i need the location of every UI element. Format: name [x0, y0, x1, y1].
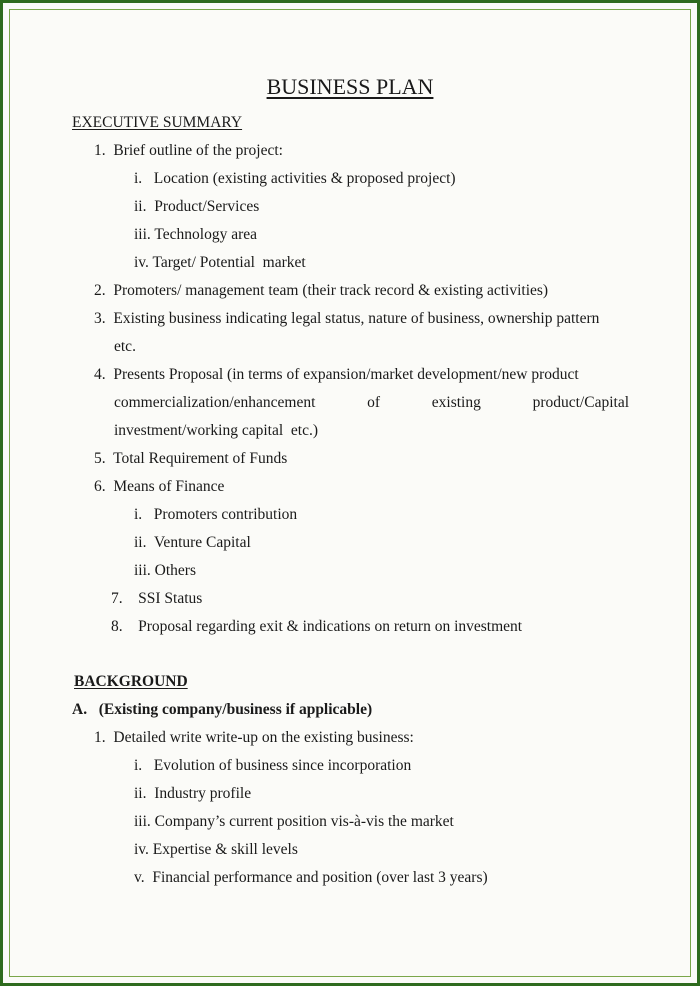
exec-item-2: 2. Promoters/ management team (their track record & existing activities) [94, 282, 549, 299]
exec-item-6-sub-iii: iii. Others [134, 562, 196, 579]
exec-item-7: 7. SSI Status [111, 590, 203, 607]
exec-item-4-line-2 [114, 393, 629, 413]
exec-item-4-word: product/Capital [532, 394, 629, 411]
background-item-1-sub-i: i. Evolution of business since incorporation [134, 757, 412, 774]
exec-item-1: 1. Brief outline of the project: [94, 142, 283, 159]
background-item-1: 1. Detailed write write-up on the existing business: [94, 729, 414, 746]
exec-item-4-word: existing [431, 394, 481, 411]
exec-item-5: 5. Total Requirement of Funds [94, 450, 288, 467]
executive-summary-heading: EXECUTIVE SUMMARY [72, 114, 243, 131]
background-item-1-sub-ii: ii. Industry profile [134, 785, 252, 802]
exec-item-3-line-1: 3. Existing business indicating legal status, nature of business, ownership pattern [94, 310, 600, 327]
exec-item-1-sub-iii: iii. Technology area [134, 226, 258, 243]
background-item-1-sub-iii: iii. Company’s current position vis-à-vis the market [134, 813, 454, 830]
background-item-1-sub-iv: iv. Expertise & skill levels [134, 841, 298, 858]
exec-item-6-sub-i: i. Promoters contribution [134, 506, 298, 523]
document-title [0, 74, 700, 100]
exec-item-4-line-1: 4. Presents Proposal (in terms of expansion/market development/new product [94, 366, 579, 383]
exec-item-1-sub-ii: ii. Product/Services [134, 198, 260, 215]
exec-item-3-line-2: etc. [114, 338, 136, 355]
exec-item-8: 8. Proposal regarding exit & indications on return on investment [111, 618, 523, 635]
exec-item-1-sub-iv: iv. Target/ Potential market [134, 254, 306, 271]
exec-item-6: 6. Means of Finance [94, 478, 225, 495]
exec-item-6-sub-ii: ii. Venture Capital [134, 534, 251, 551]
exec-item-4-word: commercialization/enhancement [114, 394, 316, 411]
background-heading: BACKGROUND [74, 673, 188, 690]
exec-item-4-word: of [367, 394, 381, 411]
background-item-1-sub-v: v. Financial performance and position (over last 3 years) [134, 869, 488, 886]
exec-item-4-line-3: investment/working capital etc.) [114, 422, 319, 439]
document-title-text: BUSINESS PLAN [266, 74, 434, 99]
background-section-a: A. (Existing company/business if applicable) [72, 701, 373, 718]
exec-item-1-sub-i: i. Location (existing activities & proposed project) [134, 170, 456, 187]
